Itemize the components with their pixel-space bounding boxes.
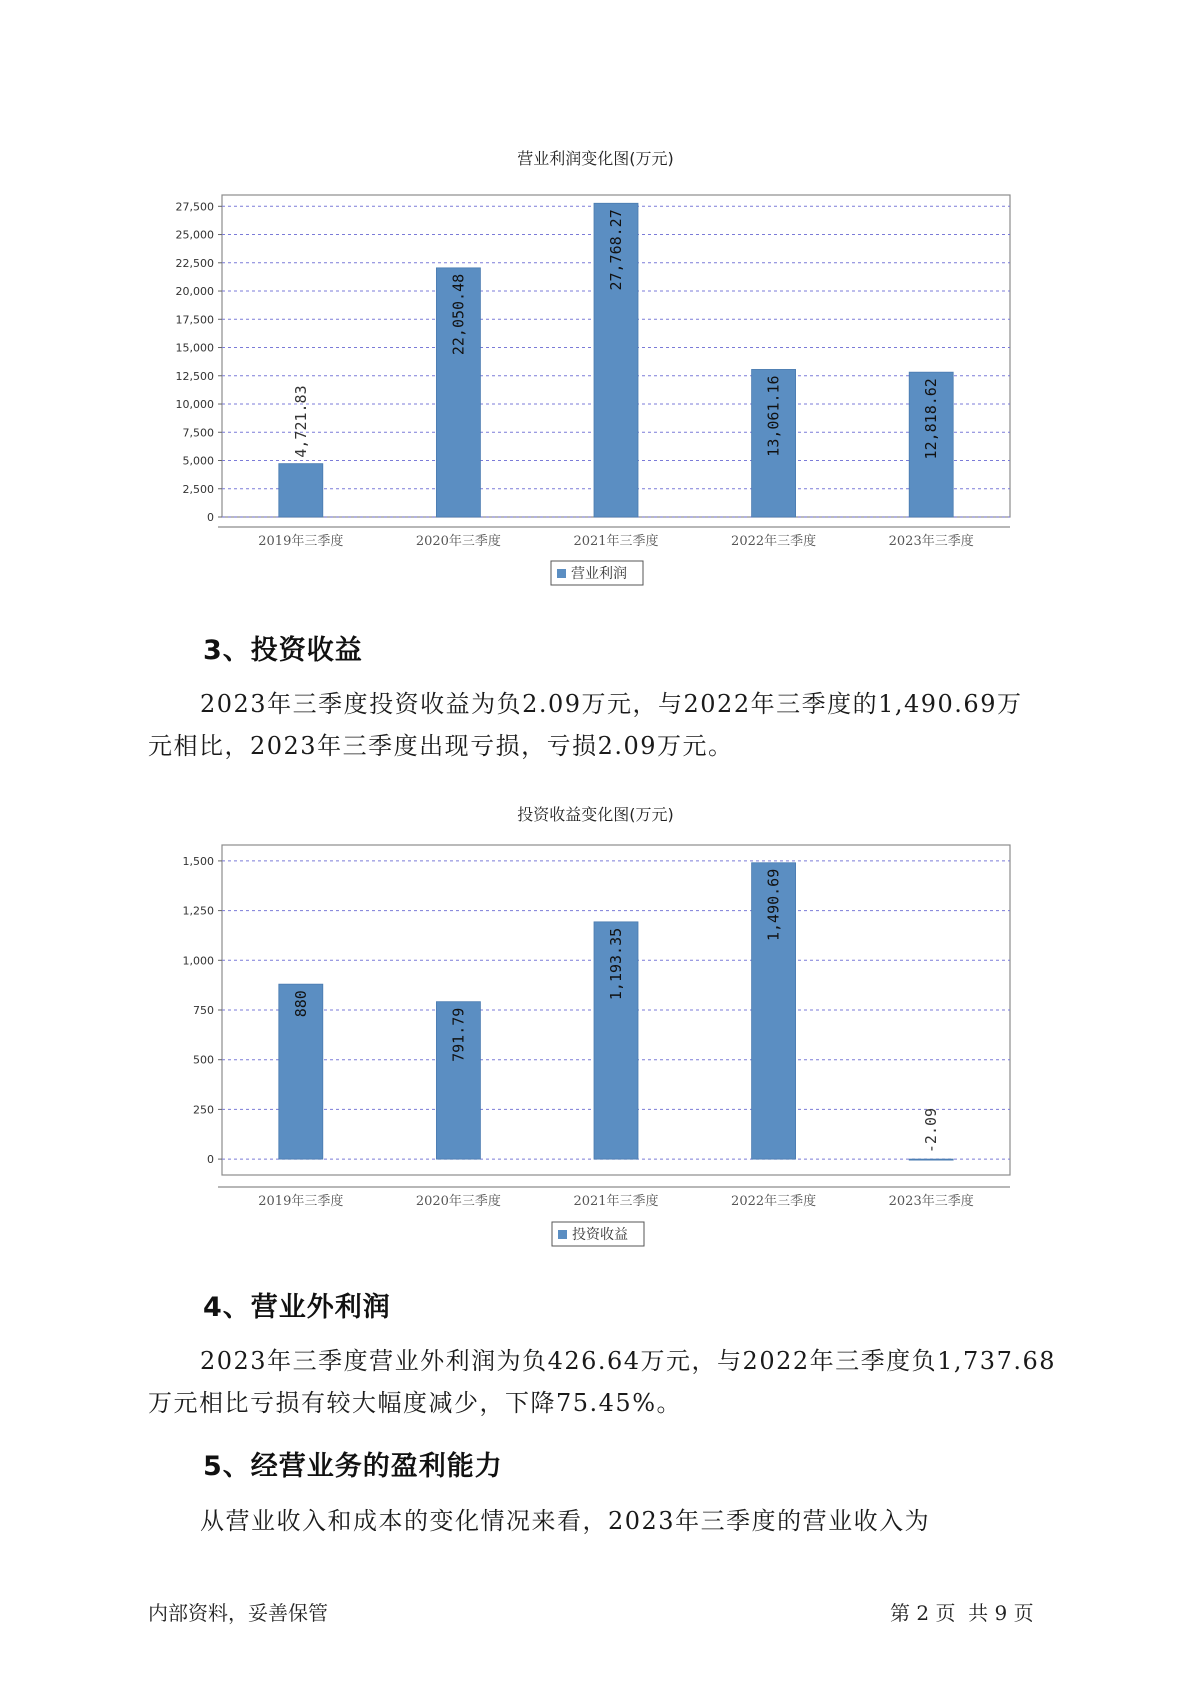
bar-value-label: 13,061.16 — [764, 375, 783, 457]
section-paragraph-non-operating-profit — [148, 1340, 1078, 1424]
y-tick-label: 0 — [207, 511, 214, 524]
section-paragraph-profitability — [148, 1500, 1078, 1542]
y-tick-label: 22,500 — [175, 256, 214, 270]
x-tick-label: 2022年三季度 — [731, 534, 817, 549]
y-tick-label: 20,000 — [175, 285, 214, 299]
legend — [552, 1222, 644, 1246]
x-tick-label: 2023年三季度 — [888, 1194, 974, 1209]
bar-value-label: 791.79 — [449, 1007, 468, 1062]
x-tick-label: 2020年三季度 — [415, 534, 501, 549]
x-tick-label: 2019年三季度 — [258, 534, 344, 549]
bar-value-label: 27,768.27 — [607, 209, 625, 291]
x-tick-label: 2021年三季度 — [573, 534, 659, 549]
y-tick-label: 12,500 — [175, 369, 214, 383]
y-tick-label: 7,500 — [182, 426, 214, 440]
bar-value-label: 1,490.69 — [764, 868, 783, 942]
legend-swatch — [558, 1230, 567, 1239]
y-tick-label: 2,500 — [182, 482, 214, 496]
y-tick-label: 25,000 — [175, 228, 214, 242]
footer-confidential-note: 内部资料，妥善保管 — [148, 1601, 328, 1625]
section-heading-investment-income: 3、投资收益 — [203, 635, 363, 666]
bar-value-label: 1,193.35 — [607, 927, 625, 1001]
y-tick-label: 27,500 — [175, 200, 214, 214]
y-tick-label: 750 — [193, 1004, 214, 1017]
chart1-title: 营业利润变化图(万元) — [517, 149, 674, 168]
legend-label: 投资收益 — [572, 1227, 628, 1243]
y-tick-label: 0 — [207, 1153, 214, 1167]
x-tick-label: 2021年三季度 — [573, 1194, 659, 1209]
paragraph-line: 元相比，2023年三季度出现亏损，亏损2.09万元。 — [148, 732, 734, 760]
y-tick-label: 10,000 — [175, 398, 214, 412]
bar-value-label: 22,050.48 — [449, 273, 468, 356]
bar-value-label: 12,818.62 — [922, 378, 941, 460]
x-tick-label: 2023年三季度 — [888, 534, 974, 549]
y-tick-label: 5,000 — [182, 454, 214, 468]
x-tick-label: 2019年三季度 — [258, 1194, 344, 1209]
y-tick-label: 1,500 — [182, 854, 214, 868]
paragraph-line: 2023年三季度营业外利润为负426.64万元，与2022年三季度负1,737.68 — [200, 1347, 1057, 1375]
section-heading-profitability: 5、经营业务的盈利能力 — [203, 1451, 503, 1482]
bar-value-label: -2.09 — [922, 1107, 941, 1154]
chart2-title: 投资收益变化图(万元) — [517, 805, 674, 824]
paragraph-line: 从营业收入和成本的变化情况来看，2023年三季度的营业收入为 — [200, 1507, 931, 1535]
y-tick-label: 15,000 — [175, 341, 214, 355]
bar-value-label: 880 — [291, 990, 310, 1018]
y-tick-label: 17,500 — [175, 313, 214, 327]
footer-page-number: 第 2 页 共 9 页 — [890, 1601, 1034, 1625]
x-tick-label: 2020年三季度 — [415, 1194, 501, 1209]
y-tick-label: 1,250 — [182, 904, 214, 918]
paragraph-line: 万元相比亏损有较大幅度减少，下降75.45%。 — [148, 1389, 683, 1417]
y-tick-label: 1,000 — [182, 954, 214, 968]
bar-value-label: 4,721.83 — [291, 385, 310, 458]
section-heading-non-operating-profit: 4、营业外利润 — [203, 1292, 391, 1323]
bar — [909, 1159, 953, 1160]
legend-label: 营业利润 — [571, 566, 627, 582]
x-tick-label: 2022年三季度 — [731, 1194, 817, 1209]
paragraph-line: 2023年三季度投资收益为负2.09万元，与2022年三季度的1,490.69万 — [200, 690, 1023, 718]
y-tick-label: 250 — [193, 1103, 214, 1117]
y-tick-label: 500 — [193, 1053, 214, 1067]
